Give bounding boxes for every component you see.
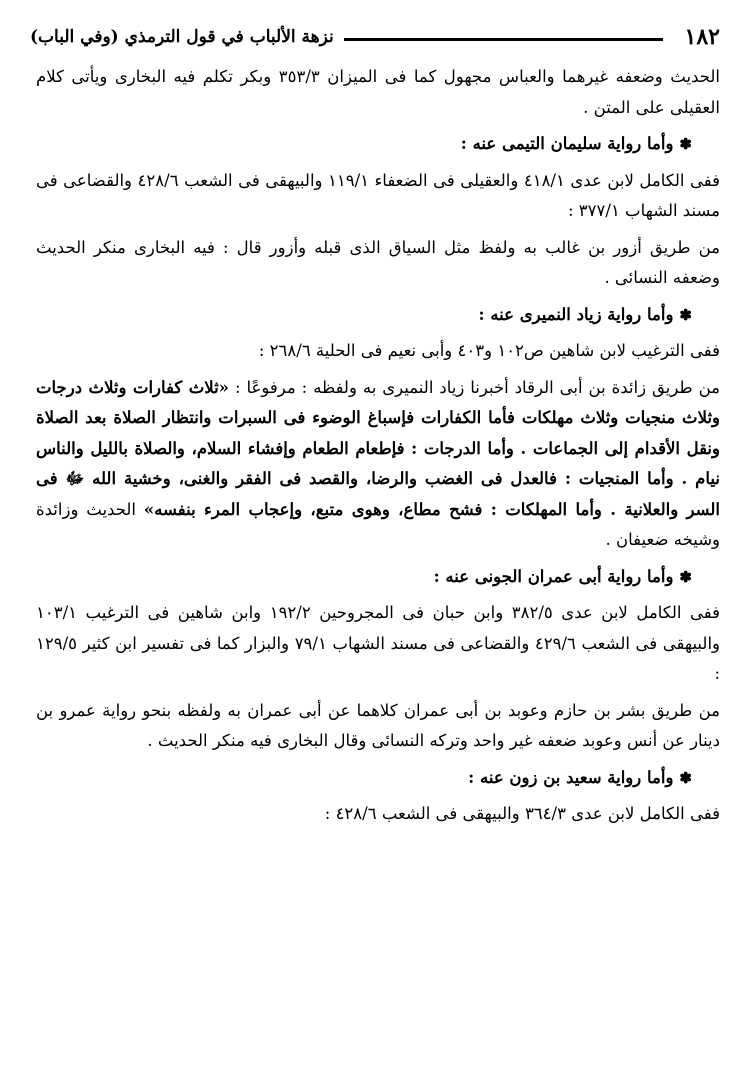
paragraph-4: ففى الترغيب لابن شاهين ص١٠٢ و٤٠٣ وأبى نعيم فى الحلية ٢٦٨/٦ :	[258, 341, 720, 360]
page-number: ١٨٢	[684, 24, 720, 50]
paragraph-1: الحديث وضعفه غيرهما والعباس مجهول كما فى الميزان ٣٥٣/٣ وبكر تكلم فيه البخارى ويأتى كلام العقيلى على المتن .	[36, 67, 720, 117]
section-heading-abu-imran	[36, 562, 692, 593]
heading-text: وأما رواية زياد النميرى عنه :	[478, 304, 674, 324]
star-icon: ✽	[679, 135, 692, 153]
paragraph-2: ففى الكامل لابن عدى ٤١٨/١ والعقيلى فى الضعفاء ١١٩/١ والبيهقى فى الشعب ٤٢٨/٦ والقضاعى فى مسند الشهاب ٣٧٧/١ :	[36, 170, 720, 220]
star-icon: ✽	[679, 567, 692, 586]
section-heading-ziyad	[36, 300, 692, 331]
heading-text: وأما رواية سعيد بن زون عنه :	[468, 767, 674, 787]
paragraph-6: ففى الكامل لابن عدى ٣٨٢/٥ وابن حبان فى المجروحين ١٩٢/٢ وابن شاهين فى الترغيب ١٠٣/١ والبيهقى فى الشعب ٤٢٩/٦ والقضاعى فى مسند الشهاب ٧٩/١ والبزار كما فى تفسير ابن كثير ١٢٩/٥ :	[36, 603, 720, 683]
heading-text: وأما رواية أبى عمران الجونى عنه :	[433, 566, 674, 586]
section-heading-said	[36, 763, 692, 794]
paragraph-5-lead: من طريق زائدة بن أبى الرقاد أخبرنا زياد النميرى به ولفظه : مرفوعًا :	[234, 377, 720, 397]
running-title: نزهة الألباب في قول الترمذي (وفي الباب)	[30, 27, 334, 47]
page-body	[36, 62, 720, 836]
paragraph-5-tail: الحديث وزائدة وشيخه ضعيفان .	[36, 499, 720, 549]
paragraph-3: من طريق أزور بن غالب به ولفظ مثل السياق الذى قبله وأزور قال : فيه البخارى منكر الحديث وضعفه النسائى .	[36, 237, 720, 287]
section-heading-sulayman	[36, 129, 692, 160]
paragraph-7: من طريق بشر بن حازم وعوبد بن أبى عمران كلاهما عن أبى عمران به ولفظه بنحو رواية عمرو بن دينار عن أنس وعوبد ضعفه غير واحد وتركه النسائى وقال البخارى فيه منكر الحديث .	[36, 700, 720, 750]
star-icon: ✽	[679, 305, 692, 324]
hadith-text: «ثلاث كفارات وثلاث درجات وثلاث منجيات وثلاث مهلكات فأما الكفارات فإسباغ الوضوء فى السبرات وانتظار الصلاة بعد الصلاة ونقل الأقدام إلى الجماعات . وأما الدرجات : فإطعام الطعام وإفشاء السلام، والصلاة بالليل والناس نيام . وأما المنجيات : فالعدل فى الغضب والرضا، والقصد فى الفقر والغنى، وخشية الله ﷻ فى السر والعلانية . وأما المهلكات : فشح مطاع، وهوى متبع، وإعجاب المرء بنفسه»	[36, 377, 720, 519]
heading-text: وأما رواية سليمان التيمى عنه :	[460, 134, 674, 153]
page-header	[30, 20, 720, 54]
header-rule	[344, 38, 663, 41]
paragraph-8: ففى الكامل لابن عدى ٣٦٤/٣ والبيهقى فى الشعب ٤٢٨/٦ :	[324, 804, 720, 823]
star-icon: ✽	[679, 768, 692, 787]
paragraph-5	[36, 373, 720, 556]
